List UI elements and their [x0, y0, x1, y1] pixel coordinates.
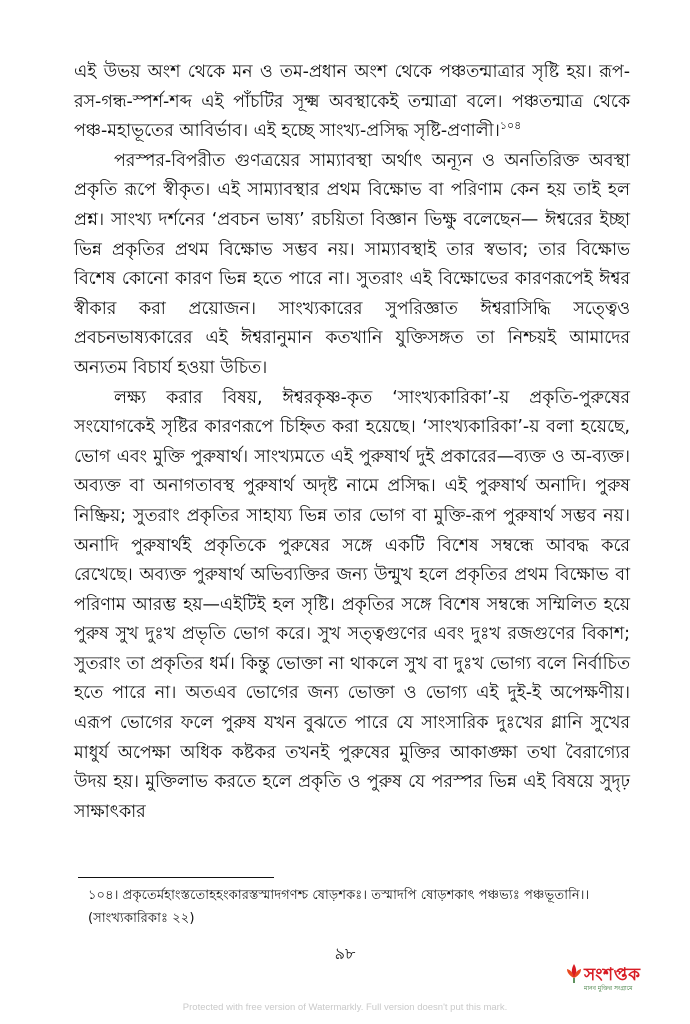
publisher-logo	[566, 960, 666, 996]
footnote-reference: ১০৪	[499, 119, 522, 133]
paragraph-1	[74, 58, 630, 147]
page-body	[74, 58, 630, 827]
logo-text: সংশপ্তক	[584, 965, 641, 985]
footnote-divider	[78, 877, 274, 878]
lotus-icon	[566, 962, 582, 984]
paragraph-3: লক্ষ্য করার বিষয়, ঈশ্বরকৃষ্ণ-কৃত ‘সাংখ্যকারিকা’-য় প্রকৃতি-পুরুষের সংযোগকেই সৃষ্টির কারণরূপে চিহ্নিত করা হয়েছে। ‘সাংখ্যকারিকা’-য় বলা হয়েছে, ভোগ এবং মুক্তি পুরুষার্থ। সাংখ্যমতে এই পুরুষার্থ দুই প্রকারের—ব্যক্ত ও অ-ব্যক্ত। অব্যক্ত বা অনাগতাবস্থ পুরুষার্থ অদৃষ্ট নামে প্রসিদ্ধ। এই পুরুষার্থ অনাদি। পুরুষ নিষ্ক্রিয়; সুতরাং প্রকৃতির সাহায্য ভিন্ন তার ভোগ বা মুক্তি-রূপ পুরুষার্থ সম্ভব নয়। অনাদি পুরুষার্থই প্রকৃতিকে পুরুষের সঙ্গে একটি বিশেষ সম্বন্ধে আবদ্ধ করে রেখেছে। অব্যক্ত পুরুষার্থ অভিব্যক্তির জন্য উন্মুখ হলে প্রকৃতির প্রথম বিক্ষোভ বা পরিণাম আরম্ভ হয়—এইটিই হল সৃষ্টি। প্রকৃতির সঙ্গে বিশেষ সম্বন্ধে সম্মিলিত হয়ে পুরুষ সুখ দুঃখ প্রভৃতি ভোগ করে। সুখ সত্ত্বগুণের এবং দুঃখ রজগুণের বিকাশ; সুতরাং তা প্রকৃতির ধর্ম। কিন্তু ভোক্তা না থাকলে সুখ বা দুঃখ ভোগ্য বলে নির্বাচিত হতে পারে না। অতএব ভোগের জন্য ভোক্তা ও ভোগ্য এই দুই-ই অপেক্ষণীয়। এরূপ ভোগের ফলে পুরুষ যখন বুঝতে পারে যে সাংসারিক দুঃখের গ্লানি সুখের মাধুর্য অপেক্ষা অধিক কষ্টকর তখনই পুরুষের মুক্তির আকাঙ্ক্ষা তথা বৈরাগ্যের উদয় হয়। মুক্তিলাভ করতে হলে প্রকৃতি ও পুরুষ যে পরস্পর ভিন্ন এই বিষয়ে সুদৃঢ় সাক্ষাৎকার	[74, 387, 630, 822]
paragraph-1-text: এই উভয় অংশ থেকে মন ও তম-প্রধান অংশ থেকে পঞ্চতন্মাত্রার সৃষ্টি হয়। রূপ-রস-গন্ধ-স্পর্শ-শব্দ এই পাঁচটির সূক্ষ্ম অবস্থাকেই তন্মাত্রা বলে। পঞ্চতন্মাত্র থেকে পঞ্চ-মহাভূতের আবির্ভাব। এই হচ্ছে সাংখ্য-প্রসিদ্ধ সৃষ্টি-প্রণালী।	[74, 62, 630, 142]
page-number: ৯৮	[334, 944, 356, 963]
logo-tagline: মানব মুক্তির সংগ্রামে	[584, 985, 633, 992]
footnote: ১০৪। প্রকৃতের্মহাংস্ততোহহংকারস্তস্মাদগণশ্চ ষোড়শকঃ। তস্মাদপি ষোড়শকাৎ পঞ্চভ্যঃ পঞ্চভূতানি।। (সাংখ্যকারিকাঃ ২২)	[88, 888, 590, 926]
watermark-text: Protected with free version of Watermarkly. Full version doesn't put this mark.	[182, 1002, 508, 1013]
paragraph-2: পরস্পর-বিপরীত গুণত্রয়ের সাম্যাবস্থা অর্থাৎ অন্যূন ও অনতিরিক্ত অবস্থা প্রকৃতি রূপে স্বীকৃত। এই সাম্যাবস্থার প্রথম বিক্ষোভ বা পরিণাম কেন হয় তাই হল প্রশ্ন। সাংখ্য দর্শনের ‘প্রবচন ভাষ্য’ রচয়িতা বিজ্ঞান ভিক্ষু বলেছেন— ঈশ্বরের ইচ্ছা ভিন্ন প্রকৃতির প্রথম বিক্ষোভ সম্ভব নয়। সাম্যাবস্থাই তার স্বভাব; তার বিক্ষোভ বিশেষ কোনো কারণ ভিন্ন হতে পারে না। সুতরাং এই বিক্ষোভের কারণরূপেই ঈশ্বর স্বীকার করা প্রয়োজন। সাংখ্যকারের সুপরিজ্ঞাত ঈশ্বরাসিদ্ধি সত্ত্বেও প্রবচনভাষ্যকারের এই ঈশ্বরানুমান কতখানি যুক্তিসঙ্গত তা নিশ্চয়ই আমাদের অন্যতম বিচার্য হওয়া উচিত।	[74, 150, 630, 378]
